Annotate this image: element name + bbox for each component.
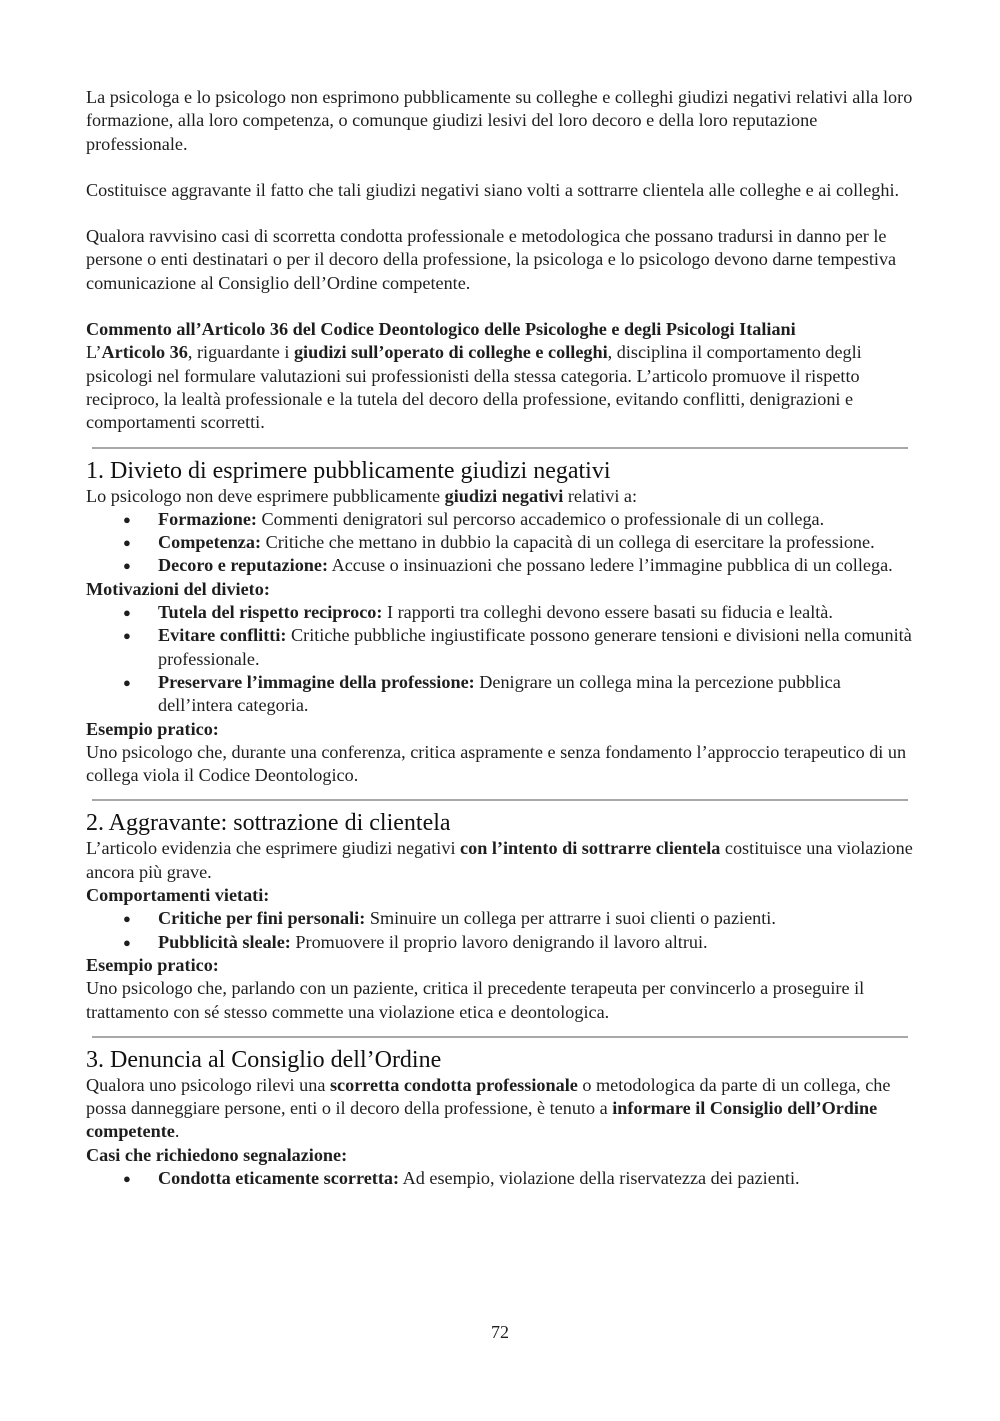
- page-number: 72: [491, 1322, 509, 1342]
- bullet-icon: ●: [123, 605, 131, 621]
- section-3-intro-text-2: o metodologica da parte di un collega, che possa danneggiare persone, enti o il decoro della professione, è tenuto a: [86, 1074, 891, 1119]
- list-item-text: Critiche che mettano in dubbio la capacità di un collega di esercitare la professione.: [261, 532, 875, 553]
- comment-text-1: L’: [86, 342, 102, 363]
- bullet-icon: ●: [123, 674, 131, 690]
- list-item-text: I rapporti tra colleghi devono essere basati su fiducia e lealtà.: [382, 602, 833, 623]
- section-2-title: 2. Aggravante: sottrazione di clientela: [86, 810, 451, 837]
- section-2-intro-text-2: costituisce una violazione ancora più grave.: [86, 838, 913, 882]
- bullet-icon: ●: [123, 558, 131, 574]
- list-item-text: Ad esempio, violazione della riservatezza dei pazienti.: [399, 1167, 800, 1188]
- section-3-intro-bold-1: scorretta condotta professionale: [329, 1074, 578, 1095]
- list-item: [86, 671, 916, 718]
- section-2-example-heading: Esempio pratico:: [86, 954, 219, 975]
- section-2-intro-text-1: L’articolo evidenzia che esprimere giudizi negativi: [86, 838, 461, 859]
- list-item-label: Preservare l’immagine della professione:: [158, 671, 475, 692]
- list-item-label: Formazione:: [158, 508, 257, 529]
- section-divider-3: [92, 1036, 908, 1038]
- list-item: [86, 1167, 916, 1190]
- list-item-label: Pubblicità sleale:: [158, 931, 291, 952]
- list-item: [86, 531, 916, 554]
- list-item: [86, 624, 916, 671]
- section-3-intro-text-1: Qualora uno psicologo rilevi una: [86, 1074, 330, 1095]
- section-3-intro: [86, 1074, 916, 1144]
- section-1-example-text: Uno psicologo che, durante una conferenza, critica aspramente e senza fondamento l’approccio terapeutico di un collega viola il Codice Deontologico.: [86, 741, 907, 786]
- list-item: [86, 508, 916, 531]
- section-2-intro-bold: con l’intento di sottrarre clientela: [460, 838, 721, 859]
- section-3-list: [86, 1167, 916, 1190]
- comment-text-3: , disciplina il comportamento degli psicologi nel formulare valutazioni sui professionisti della stessa categoria. L’articolo promuove il rispetto reciproco, la lealtà professionale e la tutela del decoro della professione, evitando conflitti, denigrazioni e comportamenti scorretti.: [86, 342, 862, 433]
- bullet-icon: ●: [123, 911, 131, 927]
- list-item: [86, 931, 916, 954]
- section-2-intro: [86, 837, 916, 884]
- list-item-text: Commenti denigratori sul percorso accademico o professionale di un collega.: [256, 508, 825, 529]
- section-3-title: 3. Denuncia al Consiglio dell’Ordine: [86, 1046, 442, 1073]
- bullet-icon: ●: [123, 628, 131, 644]
- section-2-list: [86, 907, 916, 954]
- comment-bold-judgements: giudizi sull’operato di colleghe e colleghi: [293, 342, 608, 363]
- list-item-label: Evitare conflitti:: [158, 625, 287, 646]
- section-1-intro: [86, 485, 916, 508]
- list-item-text: Denigrare un collega mina la percezione pubblica dell’intera categoria.: [158, 671, 841, 716]
- section-divider-2: [92, 799, 908, 801]
- list-item-text: Sminuire un collega per attrarre i suoi clienti o pazienti.: [365, 908, 776, 929]
- section-1-motivations-list: [86, 601, 916, 717]
- list-item-label: Critiche per fini personali:: [158, 908, 366, 929]
- comment-bold-article: Articolo 36: [101, 342, 188, 363]
- section-1-motivations-heading: Motivazioni del divieto:: [86, 578, 270, 599]
- section-1-intro-text-1: Lo psicologo non deve esprimere pubblicamente: [86, 485, 445, 506]
- intro-paragraph-2: Costituisce aggravante il fatto che tali giudizi negativi siano volti a sottrarre clientela alle colleghe e ai colleghi.: [86, 179, 900, 200]
- comment-paragraph: [86, 341, 916, 434]
- section-2-example-text: Uno psicologo che, parlando con un paziente, critica il precedente terapeuta per convincerlo a proseguire il trattamento con sé stesso commette una violazione etica e deontologica.: [86, 978, 865, 1022]
- list-item-text: Accuse o insinuazioni che possano ledere l’immagine pubblica di un collega.: [328, 555, 893, 576]
- section-1-example-heading: Esempio pratico:: [86, 718, 219, 739]
- section-3-intro-text-3: .: [174, 1121, 180, 1142]
- list-item-text: Promuovere il proprio lavoro denigrando il lavoro altrui.: [290, 931, 708, 952]
- section-1-list: [86, 508, 916, 578]
- list-item-label: Decoro e reputazione:: [158, 555, 329, 576]
- comment-heading: Commento all’Articolo 36 del Codice Deontologico delle Psicologhe e degli Psicologi Italiani: [86, 319, 796, 340]
- section-3-cases-heading: Casi che richiedono segnalazione:: [86, 1144, 348, 1165]
- list-item-label: Competenza:: [158, 532, 262, 553]
- bullet-icon: ●: [123, 934, 131, 950]
- list-item-label: Tutela del rispetto reciproco:: [158, 602, 383, 623]
- bullet-icon: ●: [123, 535, 131, 551]
- section-1-title: 1. Divieto di esprimere pubblicamente giudizi negativi: [86, 457, 611, 484]
- bullet-icon: ●: [123, 511, 131, 527]
- comment-text-2: , riguardante i: [187, 342, 294, 363]
- bullet-icon: ●: [123, 1170, 131, 1186]
- list-item-label: Condotta eticamente scorretta:: [158, 1167, 400, 1188]
- section-divider-1: [92, 447, 908, 449]
- section-1-intro-text-2: relativi a:: [563, 485, 638, 506]
- list-item-text: Critiche pubbliche ingiustificate possono generare tensioni e divisioni nella comunità professionale.: [158, 625, 912, 669]
- comment-block: [86, 318, 916, 434]
- section-3-intro-bold-2: informare il Consiglio dell’Ordine competente: [86, 1098, 878, 1142]
- list-item: [86, 554, 916, 577]
- intro-paragraph-1: La psicologa e lo psicologo non esprimono pubblicamente su colleghe e colleghi giudizi negativi relativi alla loro formazione, alla loro competenza, o comunque giudizi lesivi del loro decoro e della loro reputazione professionale.: [86, 87, 913, 154]
- list-item: [86, 601, 916, 624]
- document-page: [86, 86, 916, 1190]
- section-2-forbidden-heading: Comportamenti vietati:: [86, 885, 270, 906]
- section-1-intro-bold: giudizi negativi: [444, 485, 564, 506]
- list-item: [86, 907, 916, 930]
- intro-paragraph-3: Qualora ravvisino casi di scorretta condotta professionale e metodologica che possano tradursi in danno per le persone o enti destinatari o per il decoro della professione, la psicologa e lo psicologo devono darne tempestiva comunicazione al Consiglio dell’Ordine competente.: [86, 226, 897, 293]
